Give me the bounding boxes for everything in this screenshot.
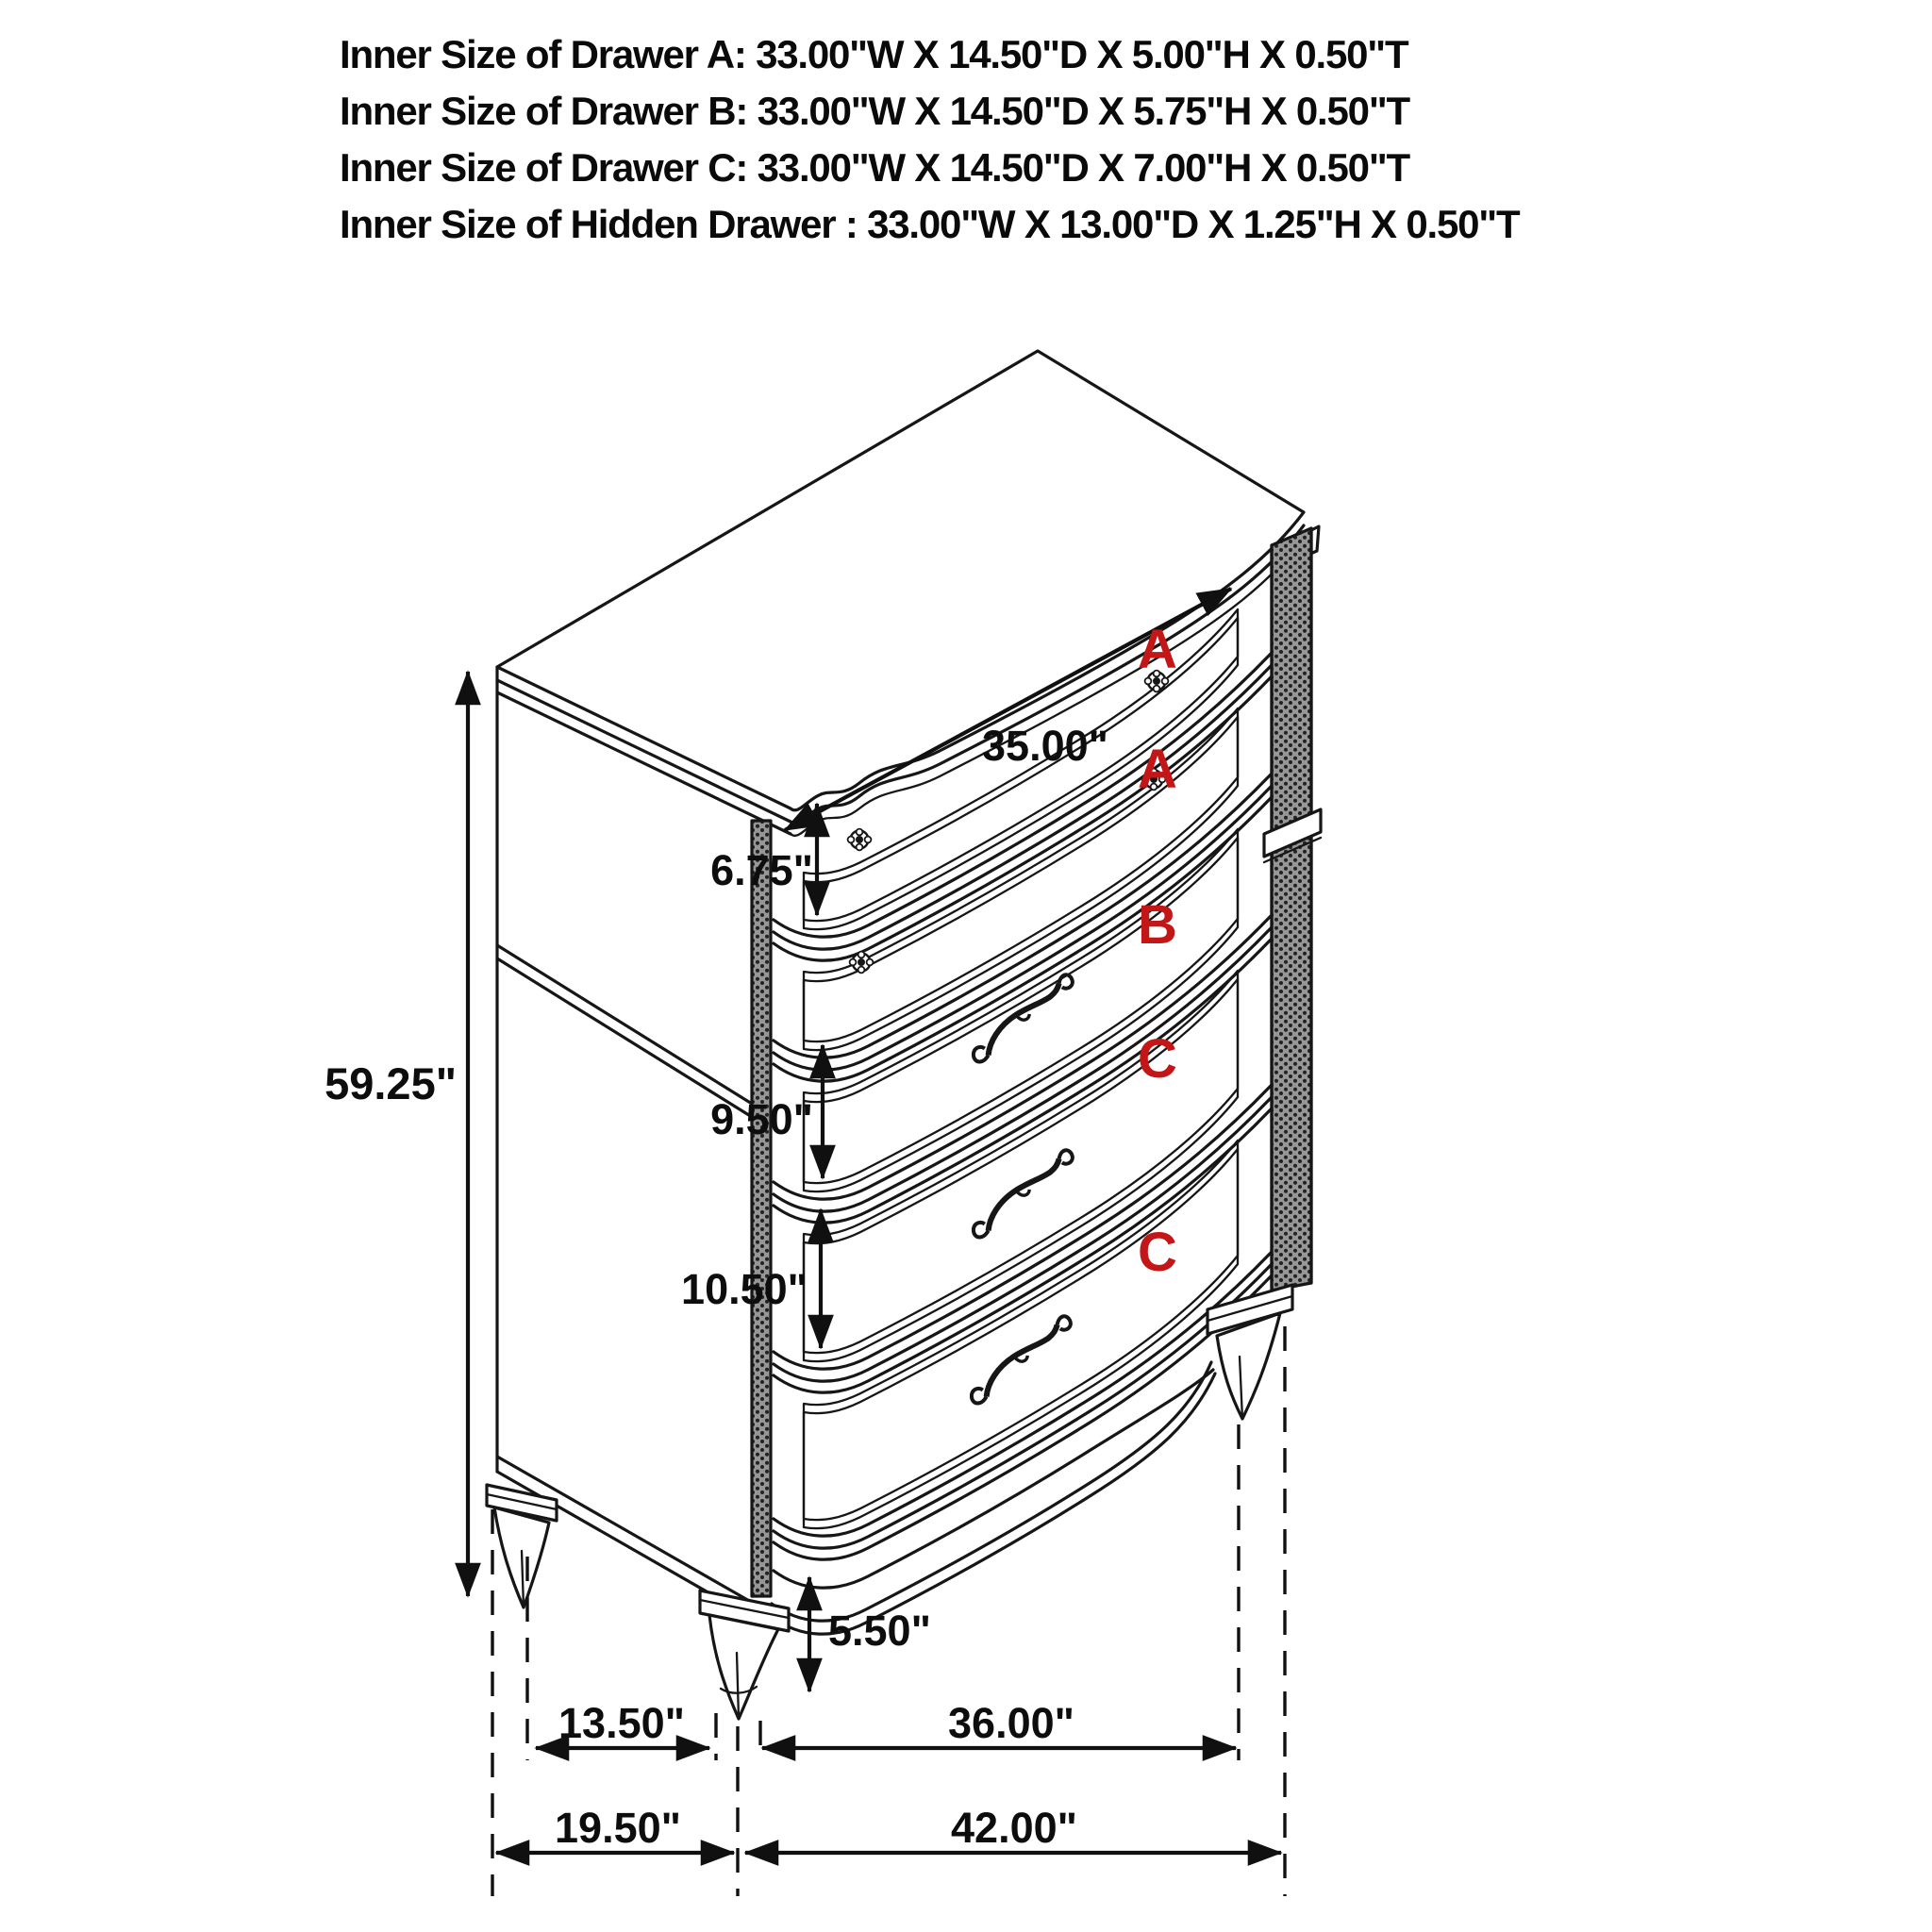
label-lower-drawer-height: 10.50" [681, 1265, 808, 1313]
inner-size-drawer-a: Inner Size of Drawer A: 33.00"W X 14.50"D X 5.00"H X 0.50"T [340, 32, 1408, 76]
label-top-front-width: 35.00" [982, 722, 1108, 770]
drawer-label-b: B [1138, 894, 1177, 956]
front-left-leg [700, 1591, 789, 1719]
label-middle-drawer-height: 9.50" [710, 1095, 813, 1143]
chest-artwork [487, 351, 1321, 1719]
inner-size-drawer-b: Inner Size of Drawer B: 33.00"W X 14.50"D X 5.75"H X 0.50"T [340, 89, 1409, 133]
label-overall-height: 59.25" [325, 1058, 457, 1108]
label-leg-height: 5.50" [828, 1607, 931, 1655]
label-overall-width: 42.00" [951, 1804, 1077, 1852]
drawer-label-a2: A [1138, 739, 1177, 800]
back-left-leg [487, 1485, 557, 1607]
label-leg-front-span: 36.00" [948, 1699, 1074, 1747]
right-pilaster-texture [1272, 528, 1311, 1291]
inner-size-drawer-c: Inner Size of Drawer C: 33.00"W X 14.50"D X 7.00"H X 0.50"T [340, 145, 1409, 190]
label-leg-side-span: 13.50" [558, 1699, 685, 1747]
drawer-label-c1: C [1138, 1028, 1177, 1090]
left-pilaster-texture [752, 821, 771, 1596]
drawer-label-c2: C [1138, 1222, 1177, 1283]
drawer-label-a1: A [1138, 619, 1177, 680]
label-top-drawer-height: 6.75" [710, 846, 813, 894]
label-overall-depth: 19.50" [555, 1804, 681, 1852]
side-panel-fill [497, 680, 791, 1615]
inner-size-hidden-drawer: Inner Size of Hidden Drawer : 33.00"W X 13.00"D X 1.25"H X 0.50"T [340, 202, 1520, 246]
front-right-leg [1208, 1285, 1292, 1419]
